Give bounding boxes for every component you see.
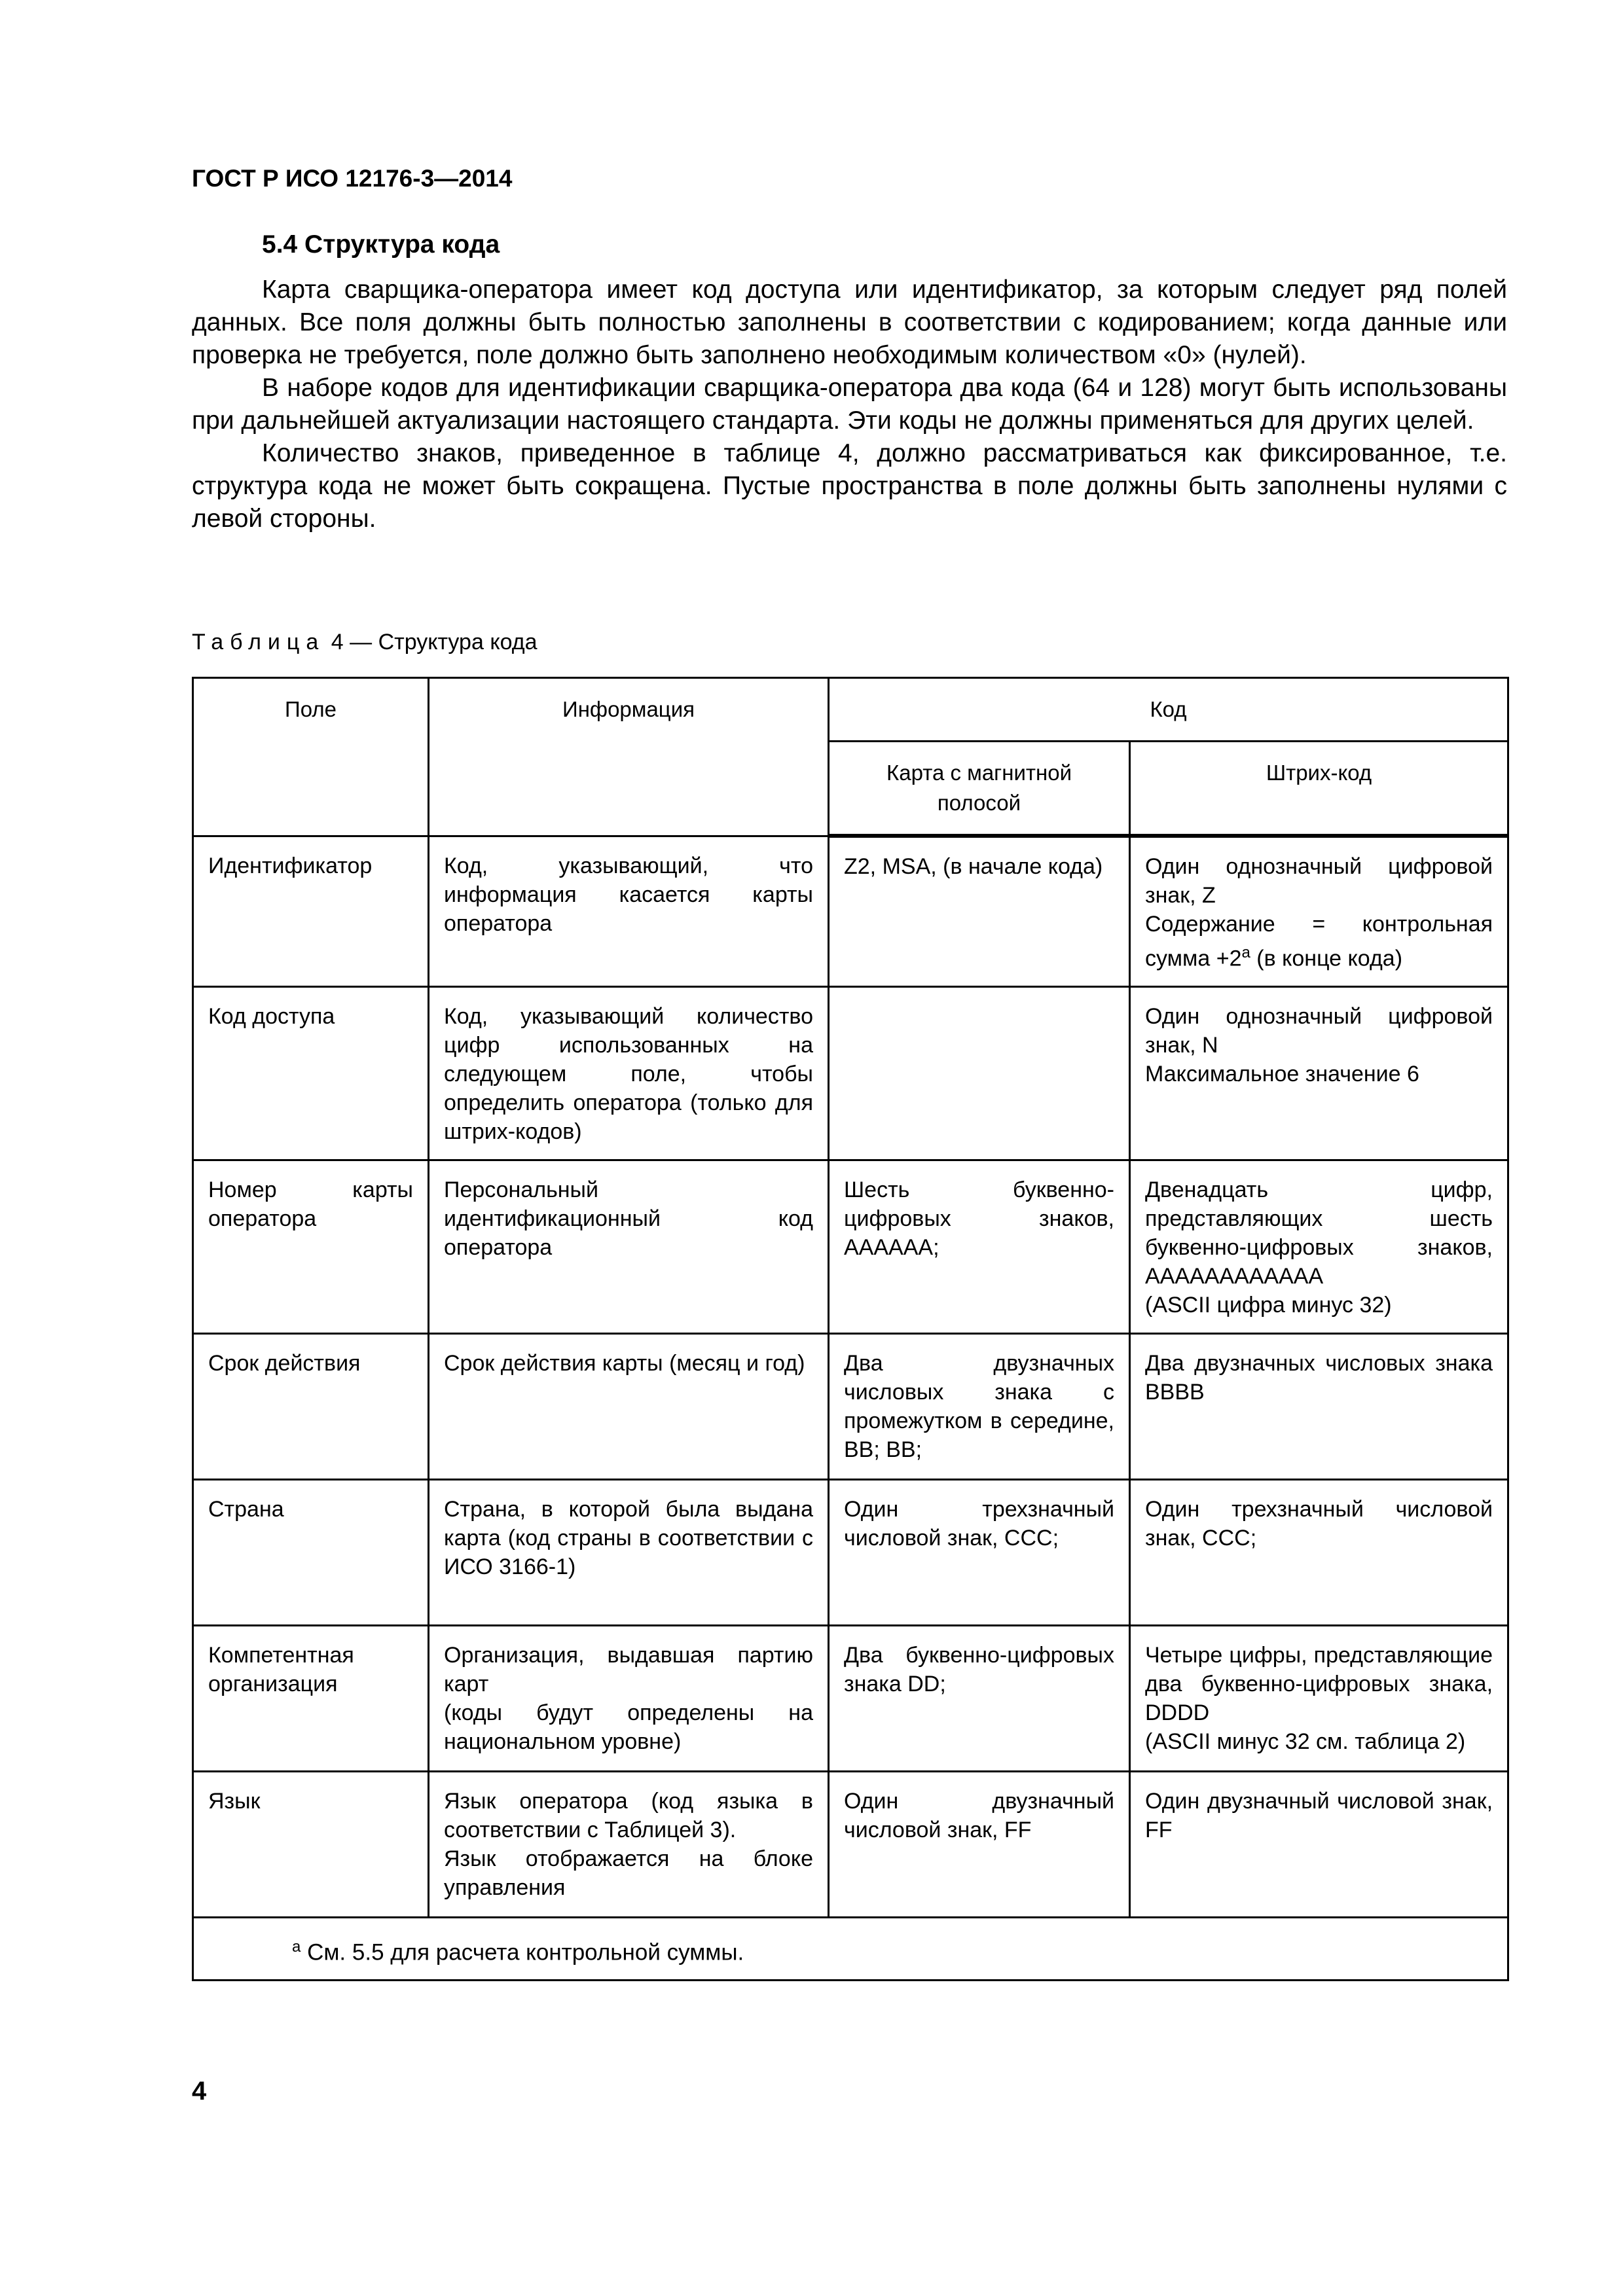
cell-text: Четыре цифры, представляющие два буквенно-цифровых знака, DDDD	[1145, 1643, 1493, 1726]
cell-info: Срок действия карты (месяц и год)	[429, 1334, 829, 1480]
table-row	[193, 1480, 1508, 1626]
cell-field: Код доступа	[193, 987, 429, 1160]
table-caption-word: Таблица	[192, 630, 325, 655]
header-code: Код	[829, 678, 1508, 742]
cell-barcode	[1130, 836, 1508, 987]
header-info: Информация	[429, 678, 829, 836]
cell-text: Язык оператора (код языка в соответствии с Таблицей 3).	[444, 1789, 813, 1843]
cell-barcode	[1130, 1160, 1508, 1334]
cell-text: (ASCII цифра минус 32)	[1145, 1293, 1392, 1318]
table-row	[193, 1626, 1508, 1772]
cell-info: Страна, в которой была выдана карта (код страны в соответствии с ИСО 3166-1)	[429, 1480, 829, 1626]
paragraph: Количество знаков, приведенное в таблице 4, должно рассматриваться как фиксированное, т.е. структура кода не может быть сокращена. Пустые пространства в поле должны быть заполнены нулями с левой стороны.	[192, 439, 1507, 533]
cell-info: Код, указывающий, что информация касается карты оператора	[429, 836, 829, 987]
table-footnote	[193, 1918, 1508, 1981]
table-row	[193, 836, 1508, 987]
cell-barcode: Один двузначный числовой знак, FF	[1130, 1772, 1508, 1918]
cell-barcode: Один трехзначный числовой знак, CCC;	[1130, 1480, 1508, 1626]
page-number: 4	[192, 2077, 207, 2106]
header-field: Поле	[193, 678, 429, 836]
table-caption-title: 4 — Структура кода	[331, 630, 538, 655]
cell-text: Максимальное значение 6	[1145, 1062, 1419, 1087]
cell-field: Язык	[193, 1772, 429, 1918]
cell-text: (в конце кода)	[1250, 946, 1403, 971]
cell-magnetic: Один трехзначный числовой знак, CCC;	[829, 1480, 1130, 1626]
cell-magnetic: Два двузначных числовых знака с промежутком в середине, BB; BB;	[829, 1334, 1130, 1480]
cell-magnetic: Шесть буквенно-цифровых знаков, AAAAAA;	[829, 1160, 1130, 1334]
cell-barcode: Два двузначных числовых знака BBBB	[1130, 1334, 1508, 1480]
cell-text	[1145, 910, 1493, 973]
cell-text: (коды будут определены на национальном уровне)	[444, 1700, 813, 1755]
table-footnote-row	[193, 1918, 1508, 1981]
cell-text: (ASCII минус 32 см. таблица 2)	[1145, 1729, 1466, 1755]
cell-info: Персональный идентификационный код оператора	[429, 1160, 829, 1334]
cell-text: Двенадцать цифр, представляющих шесть буквенно-цифровых знаков, AAAAAAAAAAAA	[1145, 1177, 1493, 1289]
cell-field: Срок действия	[193, 1334, 429, 1480]
cell-field: Номер карты оператора	[193, 1160, 429, 1334]
cell-text: Организация, выдавшая партию карт	[444, 1643, 813, 1697]
cell-info: Код, указывающий количество цифр использованных на следующем поле, чтобы определить оператора (только для штрих-кодов)	[429, 987, 829, 1160]
document-header: ГОСТ Р ИСО 12176-3—2014	[192, 165, 513, 192]
paragraph: В наборе кодов для идентификации сварщика-оператора два кода (64 и 128) могут быть использованы при дальнейшей актуализации настоящего стандарта. Эти коды не должны применяться для других целей.	[192, 374, 1507, 435]
cell-field: Компетентная организация	[193, 1626, 429, 1772]
table-row	[193, 987, 1508, 1160]
cell-magnetic: Z2, MSA, (в начале кода)	[829, 836, 1130, 987]
cell-magnetic	[829, 987, 1130, 1160]
header-barcode: Штрих-код	[1130, 742, 1508, 836]
cell-magnetic: Два буквенно-цифровых знака DD;	[829, 1626, 1130, 1772]
table-row	[193, 1160, 1508, 1334]
code-structure-table	[192, 677, 1509, 1981]
cell-field: Идентификатор	[193, 836, 429, 987]
table-caption	[192, 630, 537, 655]
body-text	[192, 274, 1507, 535]
footnote-text: См. 5.5 для расчета контрольной суммы.	[307, 1939, 744, 1965]
table-row	[193, 1334, 1508, 1480]
section-title: 5.4 Структура кода	[262, 230, 500, 259]
cell-text: Язык отображается на блоке управления	[444, 1846, 813, 1901]
footnote-ref: a	[1241, 944, 1250, 961]
paragraph: Карта сварщика-оператора имеет код доступа или идентификатор, за которым следует ряд полей данных. Все поля должны быть полностью заполнены в соответствии с кодированием; когда данные или проверка не требуется, поле должно быть заполнено необходимым количеством «0» (нулей).	[192, 276, 1507, 369]
cell-barcode	[1130, 1626, 1508, 1772]
cell-field: Страна	[193, 1480, 429, 1626]
table-row	[193, 1772, 1508, 1918]
footnote-mark: a	[292, 1938, 301, 1956]
cell-magnetic: Один двузначный числовой знак, FF	[829, 1772, 1130, 1918]
cell-info	[429, 1626, 829, 1772]
cell-text: Один однозначный цифровой знак, Z	[1145, 854, 1493, 908]
header-magnetic: Карта с магнитной полосой	[829, 742, 1130, 836]
table-header-row	[193, 678, 1508, 742]
cell-text: Один однозначный цифровой знак, N	[1145, 1004, 1493, 1058]
cell-text: Содержание = контрольная сумма +2	[1145, 912, 1493, 971]
cell-barcode	[1130, 987, 1508, 1160]
cell-info	[429, 1772, 829, 1918]
